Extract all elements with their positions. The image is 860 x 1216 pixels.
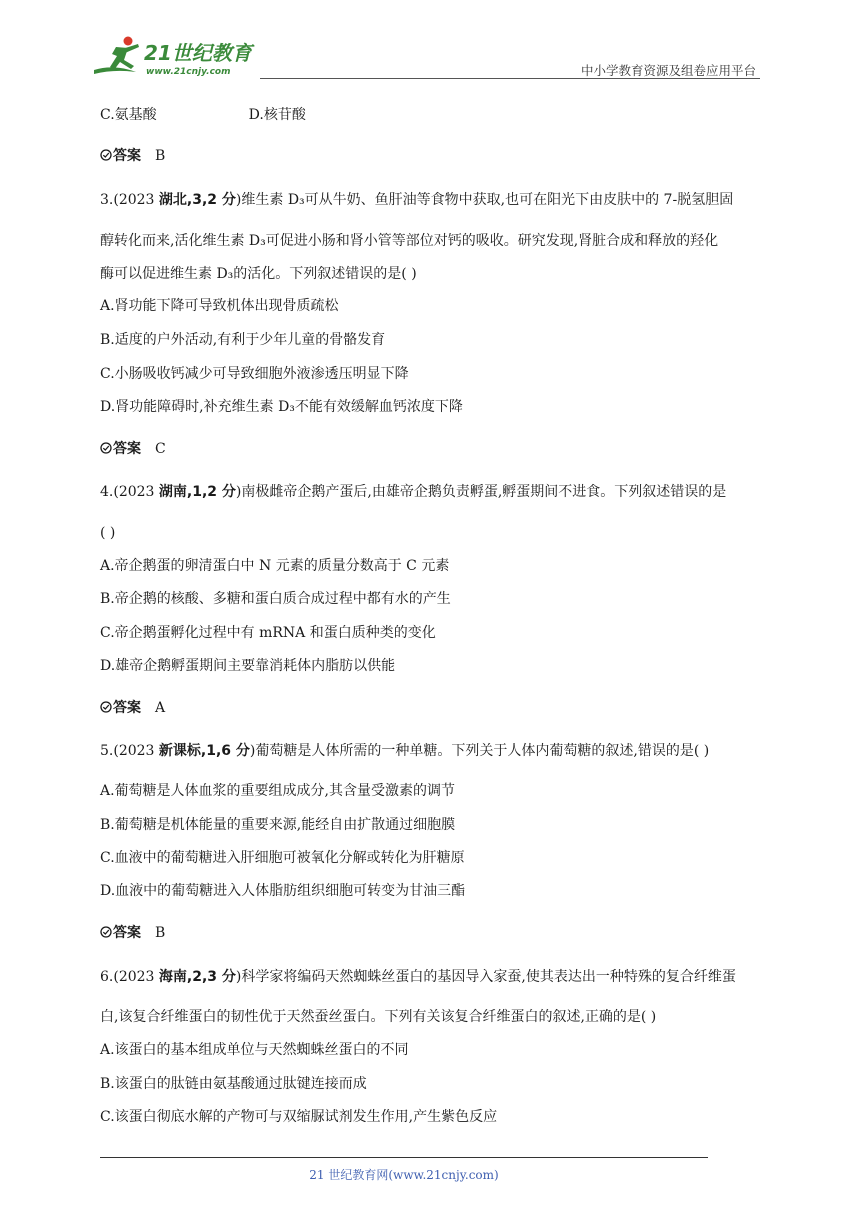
question-number: 5.(2023 [100,743,159,759]
answer-value: B [155,925,166,941]
option-d: D.肾功能障碍时,补充维生素 D₃不能有效缓解血钙浓度下降 [100,399,463,415]
option-c: C.该蛋白彻底水解的产物可与双缩脲试剂发生作用,产生紫色反应 [100,1109,498,1125]
question-score: ,3,2 分 [186,192,236,208]
question-3-line-3: 酶可以促进维生素 D₃的活化。下列叙述错误的是( ) [100,266,417,282]
option-c: C.血液中的葡萄糖进入肝细胞可被氧化分解或转化为肝糖原 [100,850,465,866]
answer-value: C [155,441,166,457]
question-number: 4.(2023 [100,484,159,500]
question-source: 新课标 [158,743,201,759]
answer-check-icon [100,701,112,713]
question-text: )科学家将编码天然蜘蛛丝蛋白的基因导入家蚕,使其表达出一种特殊的复合纤维蛋 [235,969,736,985]
answer-row [100,439,166,459]
question-text: )葡萄糖是人体所需的一种单糖。下列关于人体内葡萄糖的叙述,错误的是( ) [249,743,710,759]
option-d: D.血液中的葡萄糖进入人体脂肪组织细胞可转变为甘油三酯 [100,883,466,899]
question-text: )维生素 D₃可从牛奶、鱼肝油等食物中获取,也可在阳光下由皮肤中的 7-脱氢胆固 [235,192,734,208]
question-6-line-1 [100,967,736,987]
question-source: 湖北 [158,192,187,208]
header-divider [260,78,760,79]
question-6-line-2: 白,该复合纤维蛋白的韧性优于天然蚕丝蛋白。下列有关该复合纤维蛋白的叙述,正确的是( ) [100,1009,657,1025]
answer-value: B [155,148,166,164]
question-5-line-1 [100,741,709,761]
option-d: D.雄帝企鹅孵蛋期间主要靠消耗体内脂肪以供能 [100,658,396,674]
option-b: B.帝企鹅的核酸、多糖和蛋白质合成过程中都有水的产生 [100,591,451,607]
option-d: D.核苷酸 [248,107,306,123]
option-b: B.该蛋白的肽链由氨基酸通过肽键连接而成 [100,1076,367,1092]
option-a: A.该蛋白的基本组成单位与天然蜘蛛丝蛋白的不同 [100,1042,409,1058]
question-score: ,2,3 分 [186,969,236,985]
option-b: B.适度的户外活动,有利于少年儿童的骨骼发育 [100,332,386,348]
footer-text: 21 世纪教育网(www.21cnjy.com) [309,1168,499,1182]
option-a: A.帝企鹅蛋的卵清蛋白中 N 元素的质量分数高于 C 元素 [100,558,450,574]
question-score: ,1,6 分 [200,743,250,759]
answer-row [100,698,165,718]
option-c: C.帝企鹅蛋孵化过程中有 mRNA 和蛋白质种类的变化 [100,625,436,641]
option-b: B.葡萄糖是机体能量的重要来源,能经自由扩散通过细胞膜 [100,817,456,833]
question-4-line-2: ( ) [100,525,116,541]
question-score: ,1,2 分 [186,484,236,500]
question-number: 3.(2023 [100,192,159,208]
option-a: A.肾功能下降可导致机体出现骨质疏松 [100,298,339,314]
answer-check-icon [100,442,112,454]
question-source: 海南 [158,969,187,985]
option-c: C.氨基酸 [100,107,157,123]
answer-check-icon [100,926,112,938]
answer-label: 答案 [113,925,141,941]
answer-value: A [155,700,166,716]
answer-label: 答案 [113,148,141,164]
answer-row [100,923,165,943]
logo-url: www.21cnjy.com [146,67,231,77]
answer-row [100,146,165,166]
platform-title: 中小学教育资源及组卷应用平台 [580,63,756,78]
question-source: 湖南 [158,484,187,500]
question-3-line-2: 醇转化而来,活化维生素 D₃可促进小肠和肾小管等部位对钙的吸收。研究发现,肾脏合成和释放的羟化 [100,233,719,249]
answer-label: 答案 [113,700,141,716]
page-header [0,0,860,82]
answer-check-icon [100,149,112,161]
answer-label: 答案 [113,441,141,457]
option-c: C.小肠吸收钙减少可导致细胞外液渗透压明显下降 [100,366,409,382]
option-a: A.葡萄糖是人体血浆的重要组成成分,其含量受激素的调节 [100,783,456,799]
page-footer [0,1166,860,1183]
logo-text: 21世纪教育 [144,41,252,65]
question-4-line-1 [100,482,726,502]
logo-21cnjy [94,34,259,78]
options-row [100,105,306,125]
running-figure-icon [94,37,139,75]
question-text: )南极雌帝企鹅产蛋后,由雄帝企鹅负责孵蛋,孵蛋期间不进食。下列叙述错误的是 [235,484,727,500]
question-3-line-1 [100,190,733,210]
question-number: 6.(2023 [100,969,159,985]
footer-divider [100,1157,708,1158]
